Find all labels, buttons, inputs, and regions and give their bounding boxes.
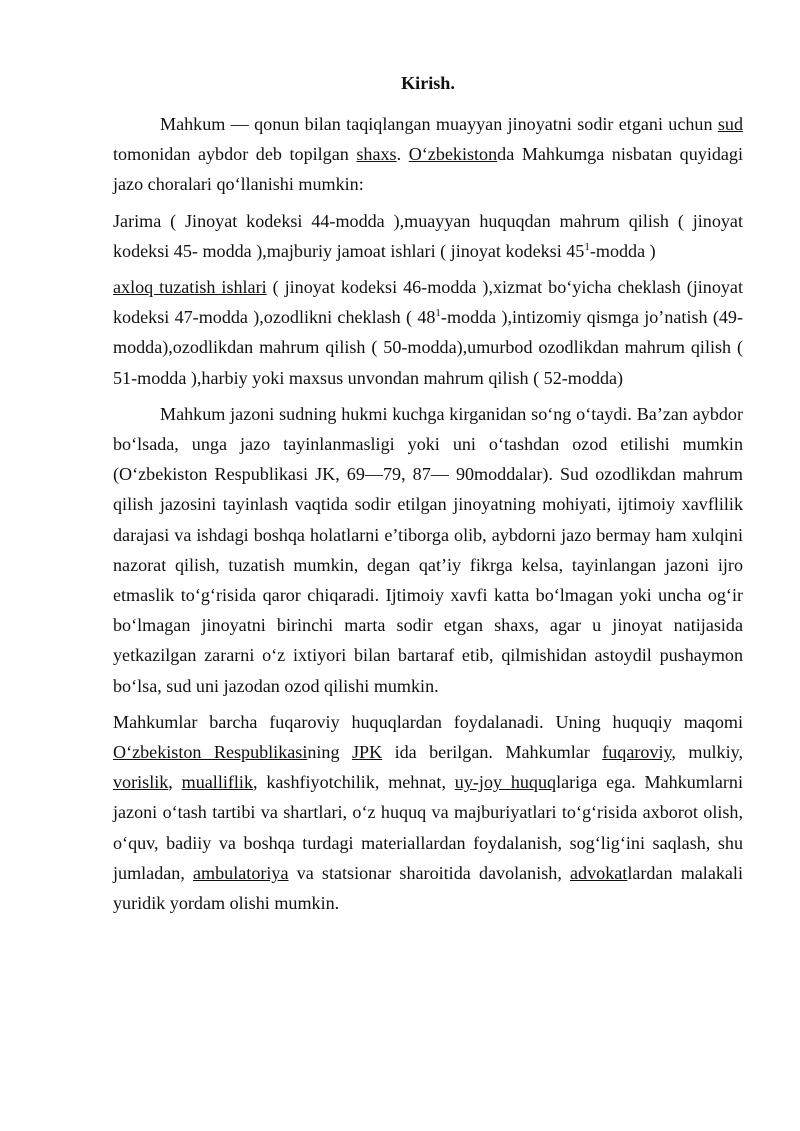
superscript: 1 xyxy=(435,307,441,320)
paragraph-rights xyxy=(113,707,743,918)
link-vorislik[interactable]: vorislik xyxy=(113,772,169,793)
link-jpk[interactable]: JPK xyxy=(351,742,383,763)
document-page xyxy=(113,68,743,918)
link-advokat[interactable]: advokat xyxy=(570,862,628,883)
text-run: -modda ) xyxy=(589,240,656,261)
text-run: ida berilgan. Mahkumlar xyxy=(382,742,603,763)
link-mualliflik[interactable]: mualliflik xyxy=(181,772,253,793)
link-uy-joy-huquq[interactable]: uy-joy huquq xyxy=(454,772,557,793)
text-run: Jarima ( Jinoyat kodeksi 44-modda ),muayyan huquqdan mahrum qilish ( jinoyat kodeksi 45- modda ),majburiy jamoat ishlari ( jinoyat kodeksi 45 xyxy=(113,210,743,261)
text-run: Mahkumlar barcha fuqaroviy huquqlardan foydalanadi. Uning huquqiy maqomi xyxy=(113,711,743,732)
text-run: ( jinoyat kodeksi 46-modda ),xizmat bo‘yicha cheklash (jinoyat kodeksi 47-modda ),ozodlikni cheklash ( 48 xyxy=(113,277,743,328)
text-run: , kashfiyotchilik, mehnat, xyxy=(253,772,455,793)
link-shaxs[interactable]: shaxs xyxy=(356,144,397,165)
text-run: , mulkiy, xyxy=(671,742,743,763)
paragraph-intro xyxy=(113,109,743,200)
text-run: Mahkum — qonun bilan taqiqlangan muayyan jinoyatni sodir etgani uchun xyxy=(160,114,718,134)
text-run: lariga ega. Mahkumlarni jazoni o‘tash tartibi va shartlari, o‘z huquq va majburiyatlari to‘g‘risida axborot olish, o‘quv, badiiy va boshqa turdagi materiallardan foydalanish, sog‘lig‘ini saqlash, shu jumladan, xyxy=(113,772,744,883)
link-ozbekiston[interactable]: O‘zbekiston xyxy=(408,144,498,165)
text-run: . xyxy=(396,144,409,165)
text-run: da Mahkumga nisbatan quyidagi jazo choralari qo‘llanishi mumkin: xyxy=(113,144,744,195)
text-run: ning xyxy=(307,742,352,763)
text-run: tomonidan aybdor deb topilgan xyxy=(113,144,357,165)
superscript: 1 xyxy=(584,240,590,253)
link-ambulatoriya[interactable]: ambulatoriya xyxy=(193,862,289,883)
paragraph-serving-sentence: Mahkum jazoni sudning hukmi kuchga kirganidan so‘ng o‘taydi. Ba’zan aybdor bo‘lsada, unga jazo tayinlanmasligi yoki uni o‘tashdan ozod etilishi mumkin (O‘zbekiston Respublikasi JK, 69—79, 87— 90moddalar). Sud ozodlikdan mahrum qilish jazosini tayinlash vaqtida sodir etilgan jinoyatning mohiyati, ijtimoiy xavflilik darajasi va ishdagi boshqa holatlarni e’tiborga olib, aybdorni jazo bermay ham xulqini nazorat qilish, tuzatish mumkin, degan qat’iy fikrga kelsa, tayinlangan jazoni ijro etmaslik to‘g‘risida qaror chiqaradi. Ijtimoiy xavfi katta bo‘lmagan yoki uncha og‘ir bo‘lmagan jinoyatni birinchi marta sodir etgan shaxs, agar u jinoyat natijasida yetkazilgan zararni o‘z ixtiyori bilan bartaraf etib, qilmishidan astoydil pushaymon bo‘lsa, sud uni jazodan ozod qilishi mumkin. xyxy=(113,403,743,696)
text-run: lardan malakali yuridik yordam olishi mumkin. xyxy=(113,862,743,914)
link-sud[interactable]: sud xyxy=(717,114,743,134)
document-title: Kirish. xyxy=(401,73,455,93)
link-axloq-tuzatish-ishlari[interactable]: axloq tuzatish ishlari xyxy=(113,277,267,298)
paragraph-punishments-2 xyxy=(113,272,743,393)
link-fuqaroviy[interactable]: fuqaroviy xyxy=(602,742,672,763)
text-run: , xyxy=(168,772,182,793)
link-ozbekiston-respublikasi[interactable]: O‘zbekiston Respublikasi xyxy=(113,742,308,763)
text-run: -modda ),intizomiy qismga jo’natish (49-modda),ozodlikdan mahrum qilish ( 50-modda),umurbod ozodlikdan mahrum qilish ( 51-modda ),harbiy yoki maxsus unvondan mahrum qilish ( 52-modda) xyxy=(113,307,743,388)
paragraph-punishments-1 xyxy=(113,206,743,266)
text-run: va statsionar sharoitida davolanish, xyxy=(288,862,571,883)
